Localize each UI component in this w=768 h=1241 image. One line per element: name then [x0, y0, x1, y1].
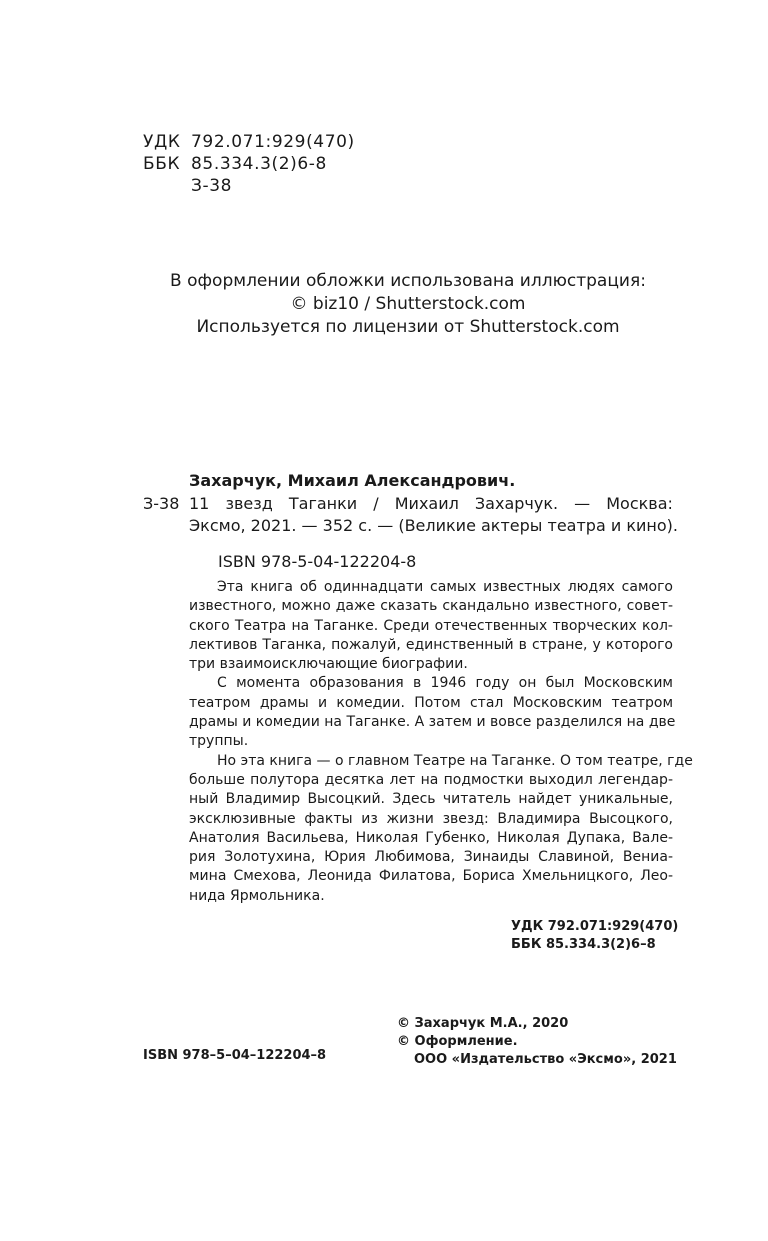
bib-word: / [373, 494, 379, 513]
annotation-line: рия Золотухина, Юрия Любимова, Зинаиды Славиной, Вениа- [189, 849, 673, 866]
annotation-line: Анатолия Васильева, Николая Губенко, Николая Дупака, Вале- [189, 829, 673, 846]
bib-word: Михаил [394, 494, 459, 513]
annotation-line: лективов Таганка, пожалуй, единственный в стране, у которого [189, 636, 673, 653]
cover-credit [100, 270, 716, 339]
isbn: ISBN 978-5-04-122204-8 [218, 552, 417, 571]
bbk-value: 85.334.3(2)6-8 [191, 154, 327, 174]
copyright-design: © Оформление. [397, 1034, 518, 1049]
annotation-line: три взаимоисключающие биографии. [189, 656, 468, 673]
annotation-line: больше полутора десятка лет на подмостки выходил легендар- [189, 771, 673, 788]
bbk-row [143, 153, 327, 175]
annotation-line: труппы. [189, 733, 249, 750]
cover-credit-line3: Используется по лицензии от Shutterstock.com [196, 317, 620, 337]
bib-word: звезд [225, 494, 273, 513]
annotation-line: театром драмы и комедии. Потом стал Московским театром [189, 694, 673, 711]
udk-label: УДК [143, 132, 181, 152]
author-mark-row [143, 175, 232, 197]
footer-bbk: ББК 85.334.3(2)6–8 [511, 937, 656, 952]
author-mark: З-38 [191, 176, 233, 196]
annotation-line: драмы и комедии на Таганке. А затем и вовсе разделился на две [189, 714, 676, 731]
bib-word: Таганки [288, 494, 358, 513]
bib-word: 11 [189, 494, 210, 513]
annotation [189, 578, 693, 906]
annotation-line: ный Владимир Высоцкий. Здесь читатель найдет уникальные, [189, 791, 673, 808]
annotation-line: нида Ярмольника. [189, 887, 325, 904]
annotation-line: ского Театра на Таганке. Среди отечественных творческих кол- [189, 617, 673, 634]
udk-row [143, 131, 355, 153]
copyright-author: © Захарчук М.А., 2020 [397, 1016, 569, 1031]
cover-credit-line2: © biz10 / Shutterstock.com [290, 294, 526, 314]
annotation-line: эксклюзивные факты из жизни звезд: Владимира Высоцкого, [189, 810, 673, 827]
annotation-line: известного, можно даже сказать скандально известного, совет- [189, 598, 673, 615]
author-name: Захарчук, Михаил Александрович. [189, 471, 516, 490]
bib-word: Москва: [606, 494, 673, 513]
udk-value: 792.071:929(470) [191, 132, 355, 152]
annotation-line: С момента образования в 1946 году он был Московским [217, 675, 673, 692]
annotation-line: мина Смехова, Леонида Филатова, Бориса Хмельницкого, Лео- [189, 868, 673, 885]
bib-word: Захарчук. [474, 494, 559, 513]
footer-classification [511, 918, 678, 954]
author-code: З-38 [143, 494, 180, 513]
footer-udk: УДК 792.071:929(470) [511, 919, 679, 934]
bib-publisher-line: Эксмо, 2021. — 352 с. — (Великие актеры театра и кино). [189, 516, 678, 535]
copyright-publisher: ООО «Издательство «Эксмо», 2021 [414, 1052, 677, 1067]
cover-credit-line1: В оформлении обложки использована иллюстрация: [170, 271, 646, 291]
bib-word: — [574, 494, 591, 513]
annotation-line: Эта книга об одиннадцати самых известных людях самого [217, 579, 673, 595]
bbk-label: ББК [143, 154, 181, 174]
bib-title-line [189, 493, 673, 515]
annotation-line: Но эта книга — о главном Театре на Таганке. О том театре, где [217, 752, 693, 769]
bibliographic-description [189, 493, 678, 537]
copyright-block [397, 1015, 677, 1069]
isbn-bottom: ISBN 978–5–04–122204–8 [143, 1048, 327, 1063]
